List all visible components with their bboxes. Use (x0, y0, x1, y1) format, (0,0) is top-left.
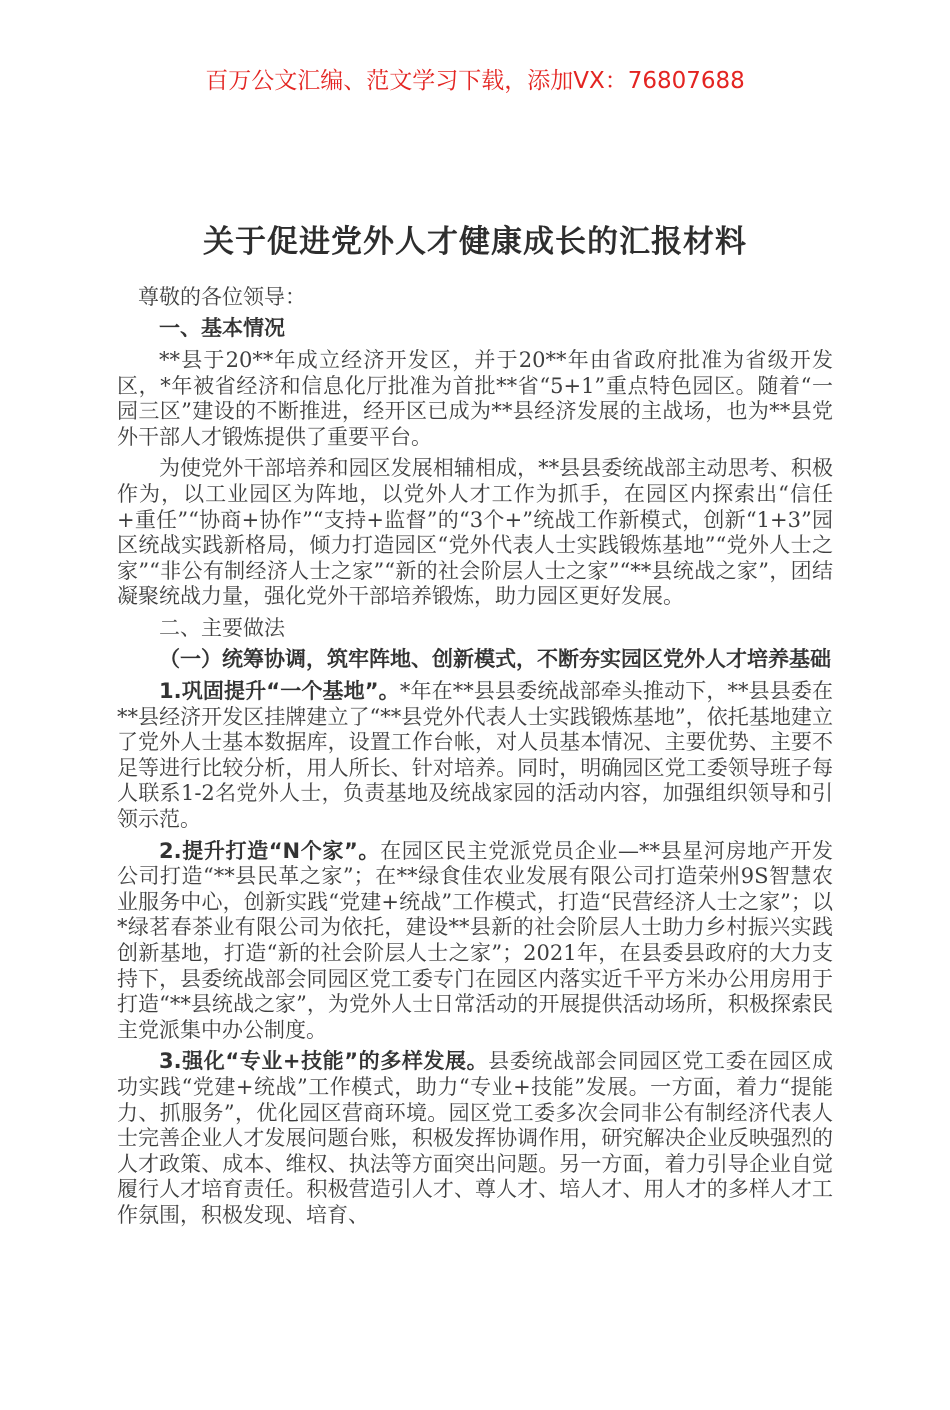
document-title: 关于促进党外人才健康成长的汇报材料 (203, 224, 747, 260)
paragraph-8-text: 县委统战部会同园区党工委在园区成功实践“党建+统战”工作模式，助力“专业+技能”发展。一方面，着力“提能力、抓服务”，优化园区营商环境。园区党工委多次会同非公有制经济代表人士完善企业人才发展问题台账，积极发挥协调作用，研究解决企业反映强烈的人才政策、成本、维权、执法等方面突出问题。另一方面，着力引导企业自觉履行人才培育责任。积极营造引人才、尊人才、培人才、用人才的多样人才工作氛围，积极发现、培育、 (117, 1049, 833, 1227)
paragraph-8-lead: 3.强化“专业+技能”的多样发展。 (159, 1049, 489, 1074)
paragraph-8 (117, 1049, 833, 1228)
promo-notice-text: 百万公文汇编、范文学习下载，添加VX：76807688 (205, 68, 745, 94)
paragraph-6-lead: 1.巩固提升“一个基地”。 (159, 679, 400, 704)
paragraph-6-text: *年在**县县委统战部牵头推动下，**县县委在**县经济开发区挂牌建立了“**县党外代表人士实践锻炼基地”，依托基地建立了党外人士基本数据库，设置工作台帐，对人员基本情况、主要优势、主要不足等进行比较分析，用人所长、针对培养。同时，明确园区党工委领导班子每人联系1-2名党外人士，负责基地及统战家园的活动内容，加强组织领导和引领示范。 (117, 679, 833, 832)
paragraph-4: 二、主要做法 (159, 615, 285, 640)
document-page (0, 66, 950, 1410)
paragraph-2: **县于20**年成立经济开发区，并于20**年由省政府批准为省级开发区，*年被省经济和信息化厅批准为首批**省“5+1”重点特色园区。随着“一园三区”建设的不断推进，经开区已成为**县经济发展的主战场，也为**县党外干部人才锻炼提供了重要平台。 (117, 347, 833, 449)
document-body (117, 285, 833, 1229)
paragraph-6 (117, 679, 833, 833)
paragraph-5: （一）统筹协调，筑牢阵地、创新模式，不断夯实园区党外人才培养基础 (159, 647, 831, 672)
paragraph-3: 为使党外干部培养和园区发展相辅相成，**县县委统战部主动思考、积极作为，以工业园区为阵地，以党外人才工作为抓手，在园区内探索出“信任+重任”“协商+协作”“支持+监督”的“3个+”统战工作新模式，创新“1+3”园区统战实践新格局，倾力打造园区“党外代表人士实践锻炼基地”“党外人士之家”“非公有制经济人士之家”“新的社会阶层人士之家”“**县统战之家”，团结凝聚统战力量，强化党外干部培养锻炼，助力园区更好发展。 (117, 456, 833, 609)
paragraph-1: 一、基本情况 (159, 316, 285, 341)
paragraph-7-text: 在园区民主党派党员企业—**县星河房地产开发公司打造“**县民革之家”；在**绿食佳农业发展有限公司打造荣州9S智慧农业服务中心，创新实践“党建+统战”工作模式，打造“民营经济人士之家”；以*绿茗春茶业有限公司为依托，建设**县新的社会阶层人士助力乡村振兴实践创新基地，打造“新的社会阶层人士之家”；2021年，在县委县政府的大力支持下，县委统战部会同园区党工委专门在园区内落实近千平方米办公用房用于打造“**县统战之家”，为党外人士日常活动的开展提供活动场所，积极探索民主党派集中办公制度。 (117, 838, 833, 1042)
paragraph-7 (117, 839, 833, 1044)
paragraph-7-lead: 2.提升打造“N个家”。 (159, 838, 381, 863)
salutation: 尊敬的各位领导： (138, 284, 306, 309)
